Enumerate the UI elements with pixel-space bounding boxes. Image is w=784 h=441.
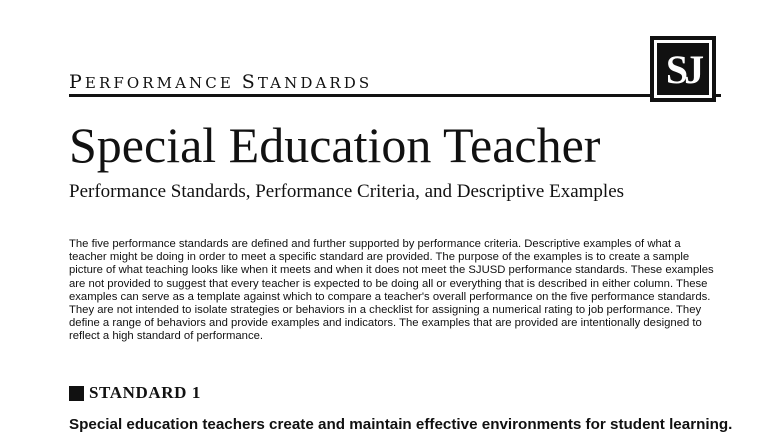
sj-logo-mark [657,43,709,95]
standard-label: STANDARD 1 [89,383,201,402]
section-header-label [69,71,372,93]
page-subtitle: Performance Standards, Performance Criteria, and Descriptive Examples [69,181,625,202]
section-label-rest-2: TANDARDS [257,74,373,92]
section-label-rest-1: ERFORMANCE [84,74,234,92]
standard-statement: Special education teachers create and maintain effective environments for student learning. [69,416,733,433]
sj-logo-glyphs [657,43,709,95]
header-divider [69,94,721,97]
section-label-initial-2: S [241,71,258,93]
square-bullet-icon [69,386,84,401]
section-label-initial-1: P [69,71,85,93]
sj-logo [650,36,716,102]
standard-heading [69,383,201,403]
svg-text:SJ: SJ [665,47,701,92]
intro-paragraph: The five performance standards are defined and further supported by performance criteria. Descriptive examples of what a teacher might be doing in order to meet a specific standard are provided. The purpose of the examples is to create a sample picture of what teaching looks like when it meets and when it does not meet the SJUSD performance standards. These examples are not provided to suggest that every teacher is expected to be doing all or everything that is described in either column. These examples can serve as a template against which to compare a teacher's overall performance on the five performance standards. They are not intended to isolate strategies or behaviors in a checklist for assigning a numerical rating to job performance. They define a range of behaviors and provide examples and indicators. The examples that are provided are intentionally designed to reflect a high standard of performance. [69,238,714,343]
page-title: Special Education Teacher [69,117,601,173]
